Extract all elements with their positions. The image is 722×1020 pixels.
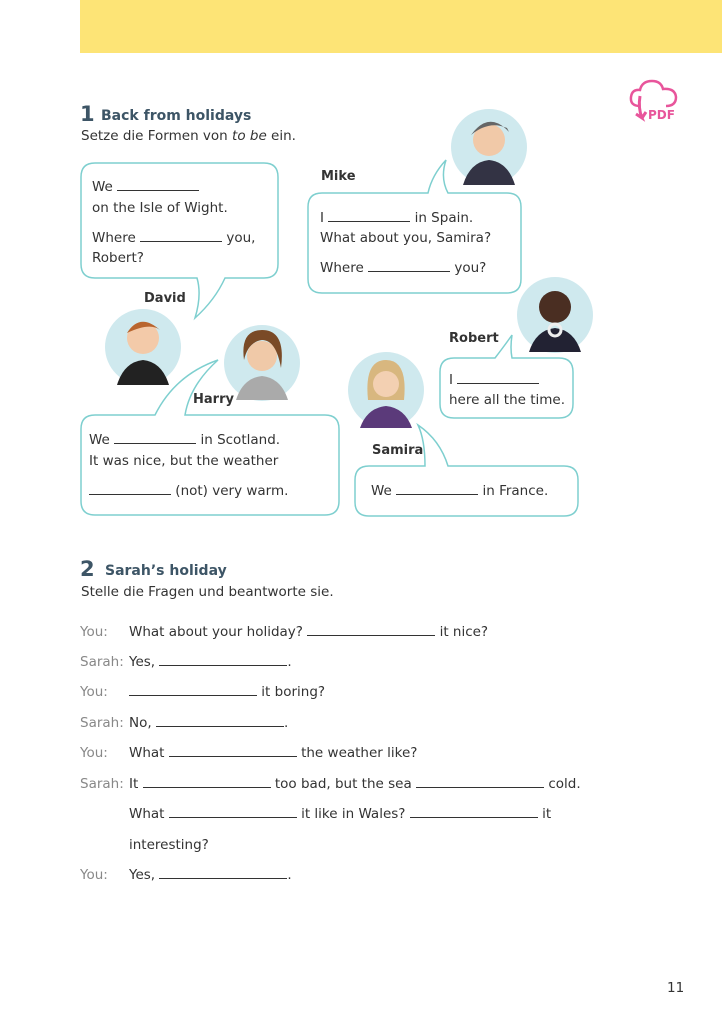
avatar-david [105,309,181,385]
exercise-number: 1 [80,102,95,126]
answer-blank[interactable] [457,372,539,384]
samira-line: We in France. [371,483,549,499]
answer-blank[interactable] [143,776,271,788]
mike-line: Where you? [320,260,487,276]
avatar-samira [348,352,424,428]
answer-blank[interactable] [140,230,222,242]
answer-blank[interactable] [117,179,199,191]
mike-line: What about you, Samira? [320,230,492,246]
david-line: on the Isle of Wight. [92,200,228,216]
name-samira: Samira [372,443,424,458]
name-robert: Robert [449,331,499,346]
david-line: We [92,179,199,195]
answer-blank[interactable] [159,654,287,666]
harry-line: (not) very warm. [89,483,288,499]
answer-blank[interactable] [169,745,297,757]
avatar-harry [224,325,300,401]
exercise-number: 2 [80,557,95,581]
answer-blank[interactable] [307,624,435,636]
answer-blank[interactable] [396,483,478,495]
bubble-samira [355,425,578,516]
avatar-mike [451,109,527,185]
answer-blank[interactable] [129,684,257,696]
answer-blank[interactable] [416,776,544,788]
answer-blank[interactable] [410,806,538,818]
david-line: Robert? [92,250,144,266]
exercise-instruction: Setze die Formen von to be ein. [81,128,296,144]
exercise-instruction: Stelle die Fragen und beantworte sie. [81,584,334,600]
name-mike: Mike [321,169,356,184]
page-number: 11 [667,980,685,996]
robert-line: I [449,372,539,388]
answer-blank[interactable] [159,867,287,879]
answer-blank[interactable] [114,432,196,444]
name-david: David [144,291,186,306]
answer-blank[interactable] [156,715,284,727]
answer-blank[interactable] [368,260,450,272]
answer-blank[interactable] [169,806,297,818]
robert-line: here all the time. [449,392,566,408]
harry-line: It was nice, but the weather [89,453,279,469]
answer-blank[interactable] [328,210,410,222]
harry-line: We in Scotland. [89,432,281,448]
answer-blank[interactable] [89,483,171,495]
name-harry: Harry [193,392,234,407]
mike-line: I in Spain. [320,210,474,226]
exercise-title: Back from holidays [101,108,252,124]
exercise-title: Sarah’s holiday [105,563,227,579]
david-line: Where you, [92,230,256,246]
avatar-robert [517,277,593,353]
pdf-label: PDF [648,108,675,122]
